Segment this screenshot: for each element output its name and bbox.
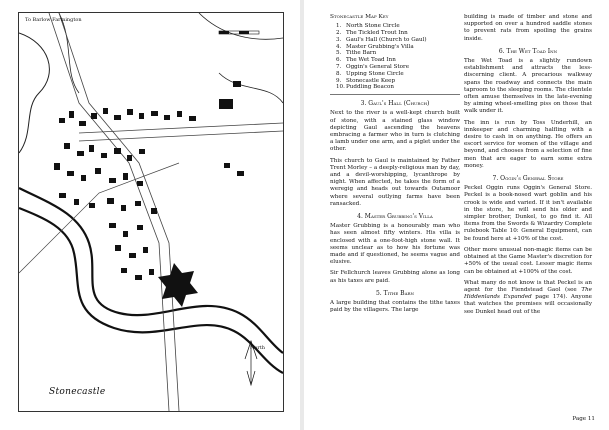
map-key-item: 2. The Tickled Trout Inn [336,30,408,36]
map-key-item: 4. Master Grubbing's Villa [336,43,414,50]
page-number: Page 11 [572,416,595,422]
section-heading-3: 3. Gaul's Hall (Church) [360,100,430,108]
map-key-item: 10.Puddling Beacon [336,84,394,91]
text-column-1 [330,14,460,318]
map-key-item: 7. Oggin's General Store [336,63,410,70]
paragraph: This church to Gaul is maintained by Father Trent Morley – a deeply-religious man by day, and a devil-worshipping, lycanthrope by night. When affected, he takes the form of a weregig and heads out towards Outamoor where several outlying farms have been ransacked. [330,157,460,207]
book-title: The Hiddenlands Expanded [464,286,592,301]
map-drawing [19,13,283,411]
divider [330,94,460,95]
paragraph: What many do not know is that Peckel is an agent for the Fiendstead Gaol (see The Hiddenlands Expanded page 174). Anyone that watches the premises will occasionally see Dunkel head out of the [464,279,592,315]
paragraph: Sir Fellchurch leaves Grubbing alone as long as his taxes are paid. [330,270,460,284]
right-page [304,0,609,430]
text-column-2 [464,14,592,320]
map-key-item: 9. Stonecastle Keep [336,77,396,84]
section-heading-5: 5. Tithe Barn [375,289,414,297]
left-page [0,0,300,430]
paragraph: building is made of timber and stone and supported on over a hundred saddle stones to prevent rats from spoiling the grains inside. [464,14,592,42]
map-key-item: 1. North Stone Circle [336,23,400,30]
village-map [18,12,284,412]
paragraph: A large building that contains the tithe taxes paid by the villagers. The large [330,300,460,314]
paragraph: The inn is run by Toss Underhill, an innkeeper and charming halfling with a desire to cash in on anything. He offers an escort service for women of the village and beyond, and chooses from a selection of fine men that are eager to earn some extra money. [464,119,592,169]
section-heading-7: 7. Oggin's General Store [492,175,564,183]
map-title: Stonecastle [49,387,106,397]
paragraph: Next to the river is a well-kept church built of stone, with a stained glass window depicting Gaul ascending the heavens embracing a farmer who in turn is clutching a lamb under one arm, and a piglet under the other. [330,110,460,153]
paragraph: Peckel Oggin runs Oggin's General Store. Peckel is a book-nosed wart goblin and his crook is wide and varied. If it isn't available in the store, he will send his older and simpler brother, Dunkel, to go find it. All items from the Swords & Wizardry Complete rulebook Table 10: General Equipment, can be found here at +10% of the cost. [464,185,592,242]
map-caption: To Barlow Farmington [25,17,82,23]
section-heading-4: 4. Master Grubbing's Villa [357,213,433,221]
map-key-title: Stonecastle Map Key [330,14,389,20]
paragraph: Master Grubbing is a honourably man who has seen almost fifty winters. His villa is enclosed with a one-foot-high stone wall. It seems unclear as to how his fortune was made and if questioned, he seems vague and elusive. [330,223,460,266]
paragraph: Other more unusual non-magic items can be obtained at the Game Master's discretion for +50% of the usual cost. Lesser magic items can be obtained at +100% of the cost. [464,246,592,275]
north-label: North [249,345,265,351]
map-key-item: 6. The Wet Toad Inn [336,57,396,64]
map-key-item: 8. Upping Stone Circle [336,70,404,77]
section-heading-6: 6. The Wet Toad Inn [498,47,558,55]
map-key-item: 5. Tithe Barn [336,50,377,57]
paragraph: The Wet Toad is a slightly rundown establishment and attracts the less-discerning client. A precarious walkway spans the roadway and connects the main taproom to the sleeping rooms. The clientele often amuse themselves in the late-evening by aiming wheel-smelling piss on those that walk under it. [464,58,592,115]
map-key-list [330,23,460,91]
map-key-item: 3. Gaul's Hall (Church to Gaul) [336,36,427,43]
